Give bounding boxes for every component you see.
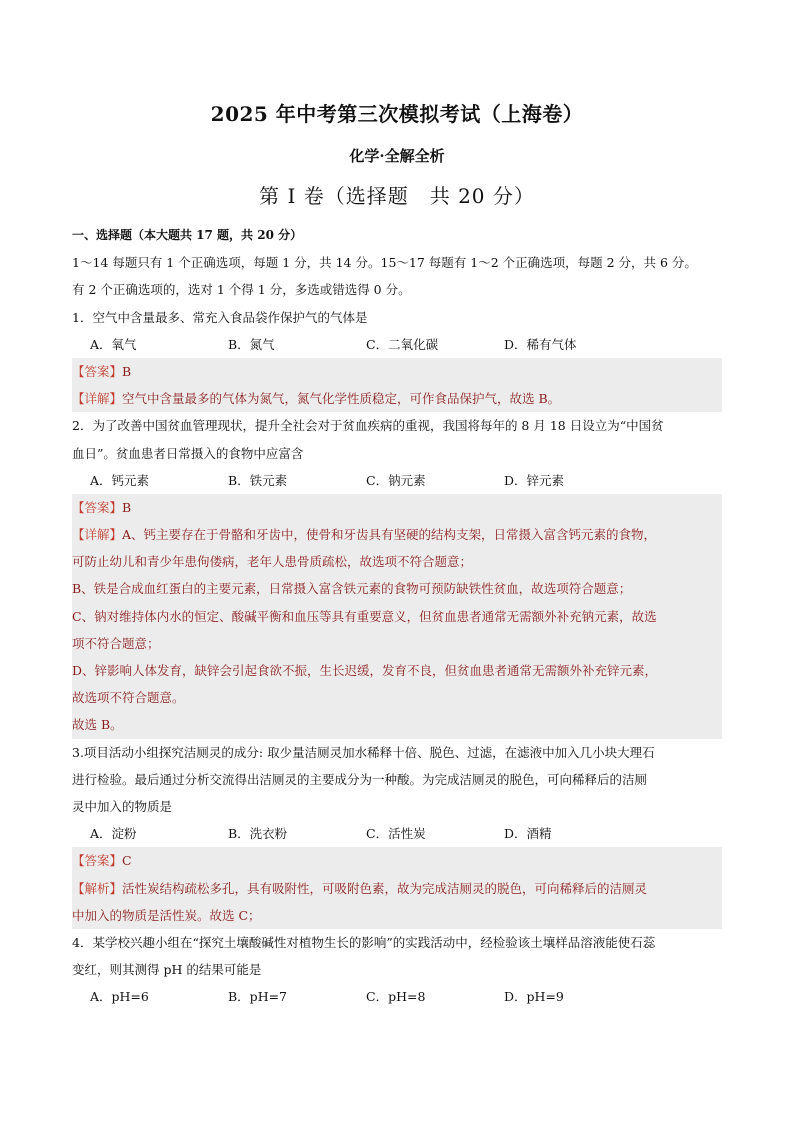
option-d: D．pH=9 xyxy=(504,989,564,1005)
section-heading: 一、选择题（本大题共 17 题，共 20 分） xyxy=(72,228,303,242)
question-3 xyxy=(72,739,722,929)
answer-value: B xyxy=(122,499,132,515)
options-row xyxy=(72,820,722,847)
answer-box xyxy=(72,494,722,739)
instruction-line: 有 2 个正确选项的，选对 1 个得 1 分，多选或错选得 0 分。 xyxy=(72,282,411,298)
options-row xyxy=(72,983,722,1010)
answer-value: B xyxy=(122,363,132,379)
option-d: D．锌元素 xyxy=(504,472,565,488)
option-b: B．氮气 xyxy=(228,336,275,352)
explain-tag: 【解析】 xyxy=(72,880,123,896)
answer-tag: 【答案】 xyxy=(72,363,123,379)
explanation-line xyxy=(72,521,722,548)
option-c: C．活性炭 xyxy=(366,826,426,842)
question-stem: 进行检验。最后通过分析交流得出洁厕灵的主要成分为一种酸。为完成洁厕灵的脱色，可向稀释后的洁厕 xyxy=(72,771,648,787)
instruction-line: 1～14 每题只有 1 个正确选项，每题 1 分，共 14 分。15～17 每题有 1～2 个正确选项，每题 2 分，共 6 分。 xyxy=(72,255,697,271)
question-4 xyxy=(72,929,722,1011)
question-stem: 变红，则其测得 pH 的结果可能是 xyxy=(72,962,262,978)
options-row xyxy=(72,467,722,494)
question-stem: 4．某学校兴趣小组在“探究土壤酸碱性对植物生长的影响”的实践活动中，经检验该土壤样品溶液能使石蕊 xyxy=(72,934,656,950)
question-stem: 1．空气中含量最多、常充入食品袋作保护气的气体是 xyxy=(72,309,368,325)
question-stem: 灵中加入的物质是 xyxy=(72,798,173,814)
option-a: A．pH=6 xyxy=(90,989,149,1005)
explanation-line: 中加入的物质是活性炭。故选 C； xyxy=(72,907,261,923)
option-a: A．淀粉 xyxy=(90,826,137,842)
explanation-line: C、钠对维持体内水的恒定、酸碱平衡和血压等具有重要意义，但贫血患者通常无需额外补充钠元素，故选 xyxy=(72,608,657,624)
option-c: C．pH=8 xyxy=(366,989,426,1005)
option-d: D．稀有气体 xyxy=(504,336,577,352)
option-b: B．pH=7 xyxy=(228,989,288,1005)
question-stem: 血日”。贫血患者日常摄入的食物中应富含 xyxy=(72,445,304,461)
explain-tag: 【详解】 xyxy=(72,527,123,543)
question-2 xyxy=(72,412,722,738)
answer-tag: 【答案】 xyxy=(72,853,123,869)
explanation-line: 故选项不符合题意。 xyxy=(72,690,185,706)
answer-tag: 【答案】 xyxy=(72,499,123,515)
explanation-line: 项不符合题意； xyxy=(72,635,160,651)
conclusion-line: 故选 B。 xyxy=(72,717,123,733)
explanation-text: A、钙主要存在于骨骼和牙齿中，使骨和牙齿具有坚硬的结构支架，日常摄入富含钙元素的食物， xyxy=(122,527,657,543)
content xyxy=(72,222,722,1010)
option-a: A．钙元素 xyxy=(90,472,150,488)
question-stem: 2．为了改善中国贫血管理现状，提升全社会对于贫血疾病的重视，我国将每年的 8 月 18 日设立为“中国贫 xyxy=(72,418,664,434)
option-a: A．氧气 xyxy=(90,336,137,352)
options-row xyxy=(72,331,722,358)
explanation-line: D、锌影响人体发育，缺锌会引起食欲不振，生长迟缓，发育不良，但贫血患者通常无需额外补充锌元素， xyxy=(72,663,658,678)
answer-line xyxy=(72,494,722,521)
option-b: B．铁元素 xyxy=(228,472,288,488)
explanation-line xyxy=(72,385,722,412)
explanation-line: B、铁是合成血红蛋白的主要元素，日常摄入富含铁元素的食物可预防缺铁性贫血，故选项符合题意； xyxy=(72,581,632,597)
answer-box xyxy=(72,847,722,929)
answer-box xyxy=(72,358,722,412)
exam-title: 2025 年中考第三次模拟考试（上海卷） xyxy=(210,102,584,126)
explanation-text: 活性炭结构疏松多孔，具有吸附性，可吸附色素，故为完成洁厕灵的脱色，可向稀释后的洁厕灵 xyxy=(122,880,648,896)
volume-heading: 第 I 卷（选择题 共 20 分） xyxy=(259,184,535,208)
option-b: B．洗衣粉 xyxy=(228,826,288,842)
question-1 xyxy=(72,304,722,413)
explanation-line: 可防止幼儿和青少年患佝偻病，老年人患骨质疏松，故选项不符合题意； xyxy=(72,554,473,570)
exam-subtitle: 化学·全解全析 xyxy=(349,147,445,165)
answer-value: C xyxy=(122,853,132,869)
explain-tag: 【详解】 xyxy=(72,391,123,407)
answer-line xyxy=(72,358,722,385)
answer-line xyxy=(72,847,722,874)
question-stem: 3.项目活动小组探究洁厕灵的成分: 取少量洁厕灵加水稀释十倍、脱色、过滤，在滤液中加入几小块大理石 xyxy=(72,744,655,760)
explanation-line xyxy=(72,875,722,902)
option-c: C．二氧化碳 xyxy=(366,336,439,352)
explanation-text: 空气中含量最多的气体为氮气，氮气化学性质稳定，可作食品保护气，故选 B。 xyxy=(122,391,561,407)
option-c: C．钠元素 xyxy=(366,472,426,488)
option-d: D．酒精 xyxy=(504,826,552,842)
